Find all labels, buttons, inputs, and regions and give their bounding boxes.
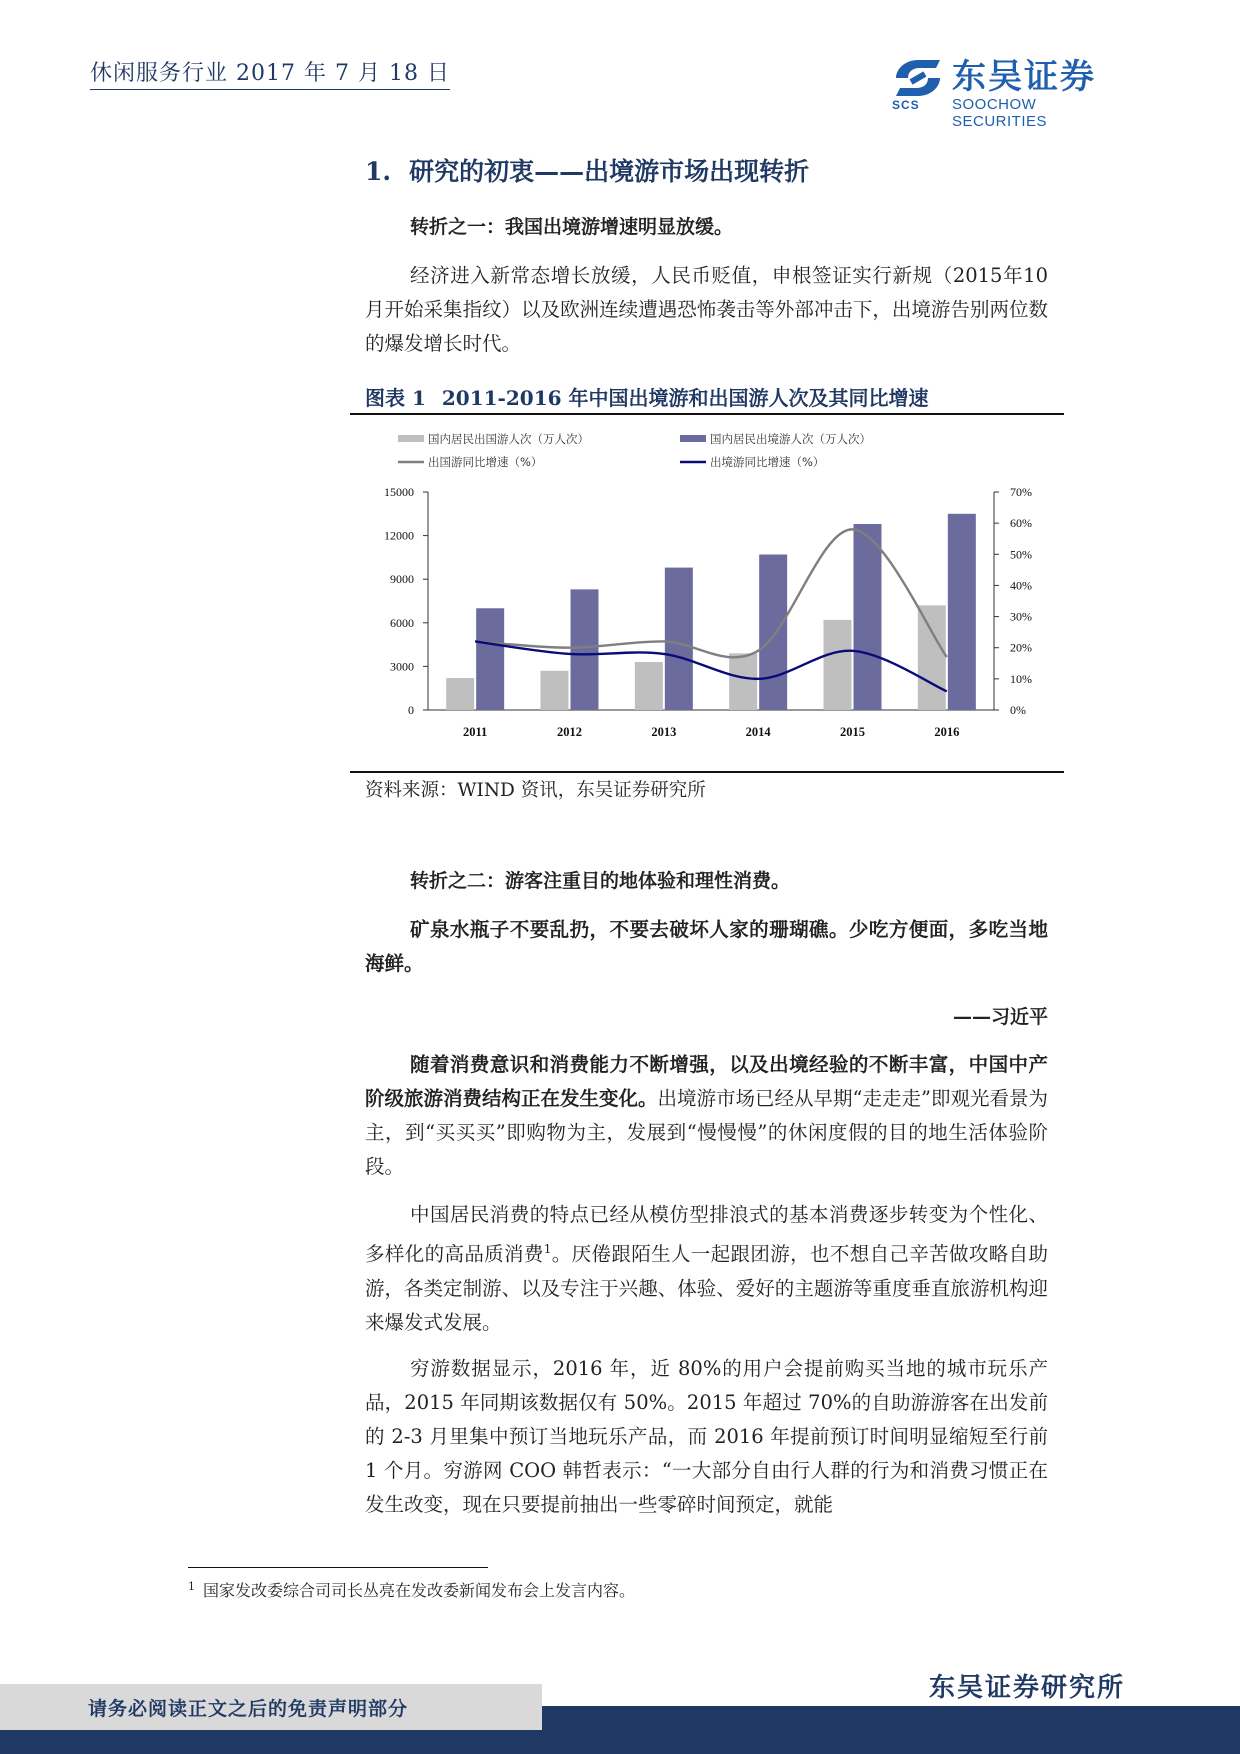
right-axis-tick-label: 0% (1010, 703, 1026, 717)
right-axis-tick-label: 10% (1010, 671, 1032, 686)
bar-outbound-total-2014 (759, 554, 787, 710)
x-axis-category-label: 2012 (557, 725, 582, 739)
bar-outbound-total-2015 (854, 524, 882, 710)
right-axis-tick-label: 70% (1010, 485, 1032, 499)
bar-outbound-abroad-2011 (446, 678, 474, 710)
x-axis-category-label: 2015 (840, 725, 865, 739)
turn2-heading: 转折之二：游客注重目的地体验和理性消费。 (410, 870, 791, 892)
bar-outbound-abroad-2015 (824, 620, 852, 710)
paragraph-rest: 出境游市场已经从早期“走走走”即观光看景为主，到“买买买”即购物为主，发展到“慢慢慢”的休闲度假的目的地生活体验阶段。 (365, 1087, 1048, 1178)
left-axis-tick-label: 15000 (384, 485, 414, 499)
logo-chinese: 东吴证券 (952, 57, 1096, 97)
x-axis-category-label: 2016 (934, 725, 960, 739)
footnote-reference[interactable]: 1 (543, 1242, 552, 1256)
figure-top-rule (350, 413, 1064, 415)
left-axis-tick-label: 9000 (390, 572, 414, 587)
company-logo (890, 57, 1135, 130)
legend-label-2: 出国游同比增速（%） (428, 455, 543, 469)
x-axis-category-label: 2014 (745, 725, 771, 739)
logo-abbr: SCS (892, 98, 920, 112)
section-title-text: 研究的初衷——出境游市场出现转折 (409, 157, 810, 186)
quote-author: ——习近平 (952, 1006, 1048, 1028)
paragraph-qyer-data: 穷游数据显示，2016 年，近 80%的用户会提前购买当地的城市玩乐产品，2015 年同期该数据仅有 50%。2015 年超过 70%的自助游游客在出发前的 2-3 月里集中预订当地玩乐产品，而 2016 年提前预订时间明显缩短至行前 1 个月。穷游网 COO 韩哲表示：“一大部分自由行人群的行为和消费习惯正在发生改变，现在只要提前抽出一些零碎时间预定，就能 (365, 1357, 1048, 1516)
paragraph-text-b: 。厌倦跟陌生人一起跟团游，也不想自己辛苦做攻略自助游，各类定制游、以及专注于兴趣、体验、爱好的主题游等重度垂直旅游机构迎来爆发式发展。 (365, 1242, 1048, 1334)
logo-english: SOOCHOW SECURITIES (952, 96, 1048, 130)
section-title (365, 152, 809, 188)
right-axis-tick-label: 50% (1010, 547, 1032, 562)
outbound-tourism-chart (350, 418, 1064, 748)
figure-title-text: 2011-2016 年中国出境游和出国游人次及其同比增速 (441, 386, 929, 410)
logo-mark-icon (890, 58, 946, 98)
left-axis-tick-label: 0 (408, 703, 414, 717)
bar-outbound-total-2011 (476, 608, 504, 710)
x-axis-category-label: 2011 (463, 725, 488, 739)
report-header: 休闲服务行业 2017 年 7 月 18 日 (90, 56, 450, 90)
figure-source: 资料来源：WIND 资讯，东吴证券研究所 (365, 780, 706, 801)
figure-title (365, 382, 928, 411)
quote-text: 矿泉水瓶子不要乱扔，不要去破坏人家的珊瑚礁。少吃方便面，多吃当地海鲜。 (365, 918, 1048, 975)
legend-label-1: 国内居民出境游人次（万人次） (710, 432, 871, 446)
left-axis-tick-label: 6000 (390, 615, 414, 630)
bar-outbound-abroad-2016 (918, 605, 946, 710)
turn1-paragraph: 经济进入新常态增长放缓，人民币贬值，申根签证实行新规（2015年10月开始采集指纹）以及欧洲连续遭遇恐怖袭击等外部冲击下，出境游告别两位数的爆发增长时代。 (365, 264, 1048, 355)
paragraph-text-a: 中国居民消费的特点已经从模仿型排浪式的基本消费逐步转变为个性化、多样化的高品质消费 (365, 1203, 1048, 1266)
turn1-heading: 转折之一：我国出境游增速明显放缓。 (410, 216, 734, 238)
section-number: 1. (365, 157, 392, 186)
bar-outbound-abroad-2014 (729, 653, 757, 710)
right-axis-tick-label: 60% (1010, 516, 1032, 531)
legend-label-3: 出境游同比增速（%） (710, 455, 825, 469)
legend-swatch-0 (398, 435, 424, 442)
figure-label: 图表 1 (365, 386, 426, 410)
right-axis-tick-label: 40% (1010, 578, 1032, 593)
footnote-rule (188, 1567, 488, 1568)
paragraph-consumption-structure (365, 1048, 1048, 1184)
bar-outbound-total-2016 (948, 514, 976, 710)
legend-label-0: 国内居民出国游人次（万人次） (428, 432, 589, 446)
bar-outbound-total-2013 (665, 568, 693, 710)
paragraph-consumption-trend (365, 1198, 1048, 1340)
bar-outbound-abroad-2013 (635, 662, 663, 710)
x-axis-category-label: 2013 (651, 725, 677, 739)
bar-outbound-abroad-2012 (541, 671, 569, 710)
right-axis-tick-label: 30% (1010, 609, 1032, 624)
left-axis-tick-label: 12000 (384, 528, 414, 543)
paragraph-bold-lead: 随着消费意识和消费能力不断增强，以及出境经验的不断丰富，中国中产阶级旅游消费结构正在发生变化。 (365, 1053, 1048, 1110)
footer-disclaimer[interactable]: 请务必阅读正文之后的免责声明部分 (88, 1698, 409, 1720)
figure-bottom-rule (350, 771, 1064, 773)
footnote-mark: 1 (188, 1579, 195, 1593)
footer-organization: 东吴证券研究所 (928, 1673, 1125, 1703)
right-axis-tick-label: 20% (1010, 640, 1032, 655)
footnote (188, 1578, 635, 1601)
bar-outbound-total-2012 (571, 589, 599, 710)
footnote-text: 国家发改委综合司司长丛亮在发改委新闻发布会上发言内容。 (203, 1581, 636, 1600)
left-axis-tick-label: 3000 (390, 659, 414, 674)
legend-swatch-1 (680, 435, 706, 442)
